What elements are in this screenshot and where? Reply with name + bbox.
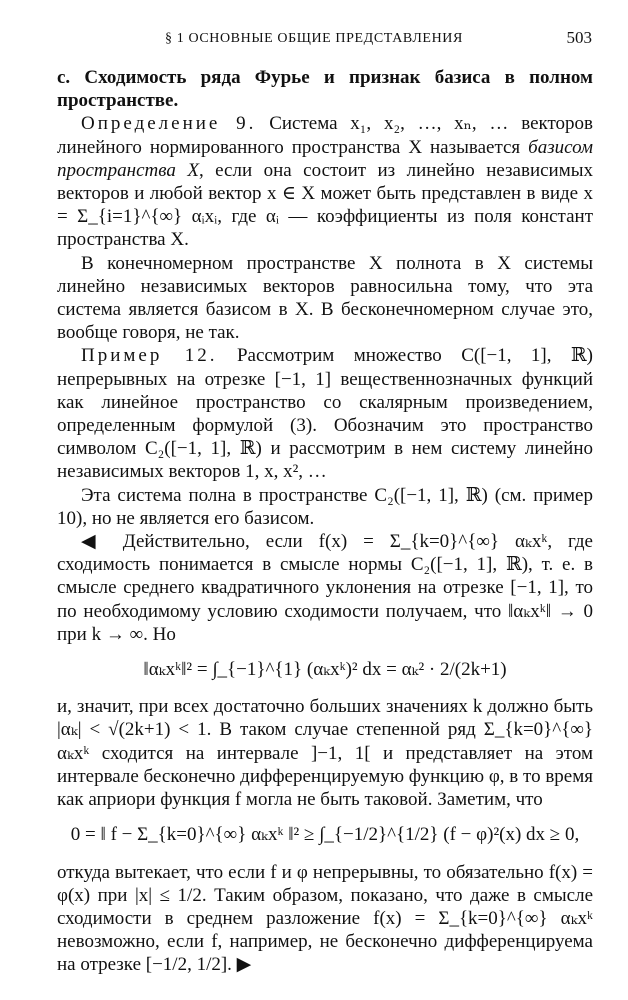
running-header: [0, 28, 628, 52]
proof-end-paragraph: откуда вытекает, что если f и φ непрерывны, то обязательно f(x) = φ(x) при |x| ≤ 1/2. Таким образом, показано, что даже в смысле сходимости в среднем разложение f(x) = Σ_{k=0}^{∞} αₖxᵏ невозможно, если f, например, не бесконечно дифференцируема на отрезке [−1/2, 1/2]. ▶: [57, 861, 593, 976]
definition-label: Определение 9.: [81, 113, 257, 135]
page-body: [57, 66, 593, 977]
section-heading: c. Сходимость ряда Фурье и признак базиса в полном пространстве.: [57, 67, 593, 112]
definition-text-a: Система x₁, x₂, …, xₙ, … векторов линейного нормированного пространства X называется: [57, 113, 594, 158]
completeness-paragraph: Эта система полна в пространстве C₂([−1, 1], ℝ) (см. пример 10), но не является его базисом.: [57, 484, 593, 529]
example-text: Рассмотрим множество C([−1, 1], ℝ) непрерывных на отрезке [−1, 1] вещественнозначных функций как линейное пространство со скалярным произведением, определенным формулой (3). Обозначим это пространство символом C₂([−1, 1], ℝ) и рассмотрим в нем систему линейно независимых векторов 1, x, x², …: [57, 345, 594, 483]
running-header-title: § 1 ОСНОВНЫЕ ОБЩИЕ ПРЕДСТАВЛЕНИЯ: [165, 31, 463, 46]
example-label: Пример 12.: [81, 345, 218, 367]
definition-paragraph: [57, 112, 593, 251]
definition-text-b: , если она состоит из линейно независимых векторов и любой вектор x ∈ X может быть представлен в виде x = Σ_{i=1}^{∞} αᵢxᵢ, где αᵢ — коэффициенты из поля констант пространства X.: [57, 159, 594, 251]
zero-inequality-formula: 0 = ‖ f − Σ_{k=0}^{∞} αₖxᵏ ‖² ≥ ∫_{−1/2}^{1/2} (f − φ)²(x) dx ≥ 0,: [70, 824, 580, 846]
proof-start-paragraph: ◀ Действительно, если f(x) = Σ_{k=0}^{∞} αₖxᵏ, где сходимость понимается в смысле нормы C₂([−1, 1], ℝ), т. е. в смысле среднего квадратичного уклонения на отрезке [−1, 1], то по необходимому условию сходимости получаем, что ‖αₖxᵏ‖ → 0 при k → ∞. Но: [57, 531, 593, 645]
example-paragraph: [57, 344, 593, 483]
finite-dimension-paragraph: В конечномерном пространстве X полнота в X системы линейно независимых векторов равносильна тому, что эта система является базисом в X. В бесконечномерном случае это, вообще говоря, не так.: [57, 252, 593, 344]
norm-formula: ‖αₖxᵏ‖² = ∫_{−1}^{1} (αₖxᵏ)² dx = αₖ² · 2/(2k+1): [143, 659, 507, 681]
proof-middle-paragraph: и, значит, при всех достаточно больших значениях k должно быть |αₖ| < √(2k+1) < 1. В таком случае степенной ряд Σ_{k=0}^{∞} αₖxᵏ сходится на интервале ]−1, 1[ и представляет на этом интервале бесконечно дифференцируемую функцию φ, в то время как априори функция f могла не быть таковой. Заметим, что: [57, 696, 593, 811]
definition-term: базисом пространства X: [57, 136, 594, 181]
page-number: 503: [566, 28, 592, 47]
